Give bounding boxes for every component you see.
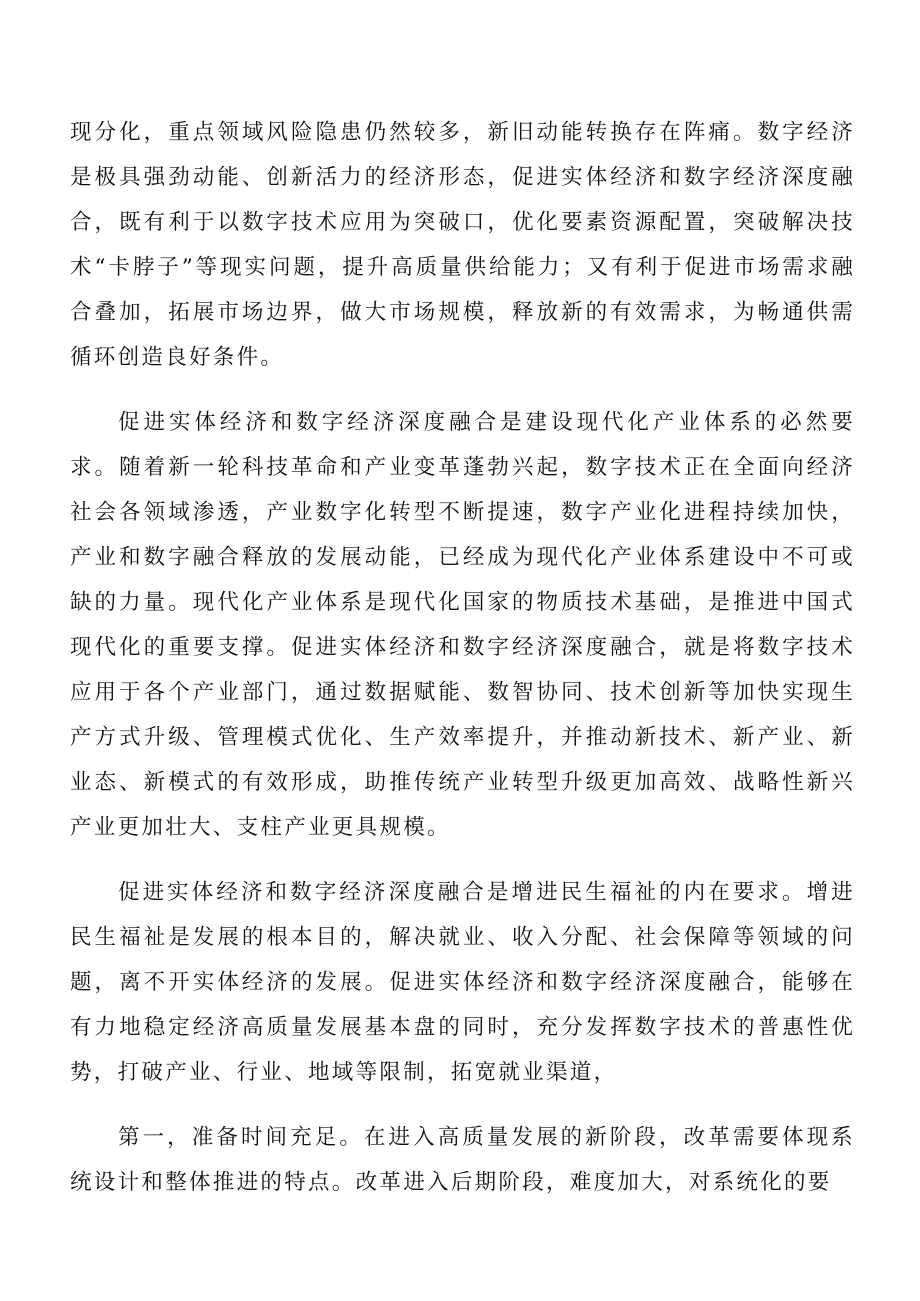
paragraph-2: 促进实体经济和数字经济深度融合是建设现代化产业体系的必然要求。随着新一轮科技革命和产业变革蓬勃兴起，数字技术正在全面向经济社会各领域渗透，产业数字化转型不断提速，数字产业化进程持续加快，产业和数字融合释放的发展动能，已经成为现代化产业体系建设中不可或缺的力量。现代化产业体系是现代化国家的物质技术基础，是推进中国式现代化的重要支撑。促进实体经济和数字经济深度融合，就是将数字技术应用于各个产业部门，通过数据赋能、数智协同、技术创新等加快实现生产方式升级、管理模式优化、生产效率提升，并推动新技术、新产业、新业态、新模式的有效形成，助推传统产业转型升级更加高效、战略性新兴产业更加壮大、支柱产业更具规模。 — [70, 410, 855, 840]
paragraph-4: 第一，准备时间充足。在进入高质量发展的新阶段，改革需要体现系统设计和整体推进的特点。改革进入后期阶段，难度加大，对系统化的要 — [70, 1125, 855, 1195]
document-body — [70, 110, 855, 1205]
paragraph-3: 促进实体经济和数字经济深度融合是增进民生福祉的内在要求。增进民生福祉是发展的根本目的，解决就业、收入分配、社会保障等领域的问题，离不开实体经济的发展。促进实体经济和数字经济深度融合，能够在有力地稳定经济高质量发展基本盘的同时，充分发挥数字技术的普惠性优势，打破产业、行业、地域等限制，拓宽就业渠道， — [70, 880, 855, 1085]
paragraph-1: 现分化，重点领域风险隐患仍然较多，新旧动能转换存在阵痛。数字经济是极具强劲动能、创新活力的经济形态，促进实体经济和数字经济深度融合，既有利于以数字技术应用为突破口，优化要素资源配置，突破解决技术“卡脖子”等现实问题，提升高质量供给能力；又有利于促进市场需求融合叠加，拓展市场边界，做大市场规模，释放新的有效需求，为畅通供需循环创造良好条件。 — [70, 120, 855, 370]
